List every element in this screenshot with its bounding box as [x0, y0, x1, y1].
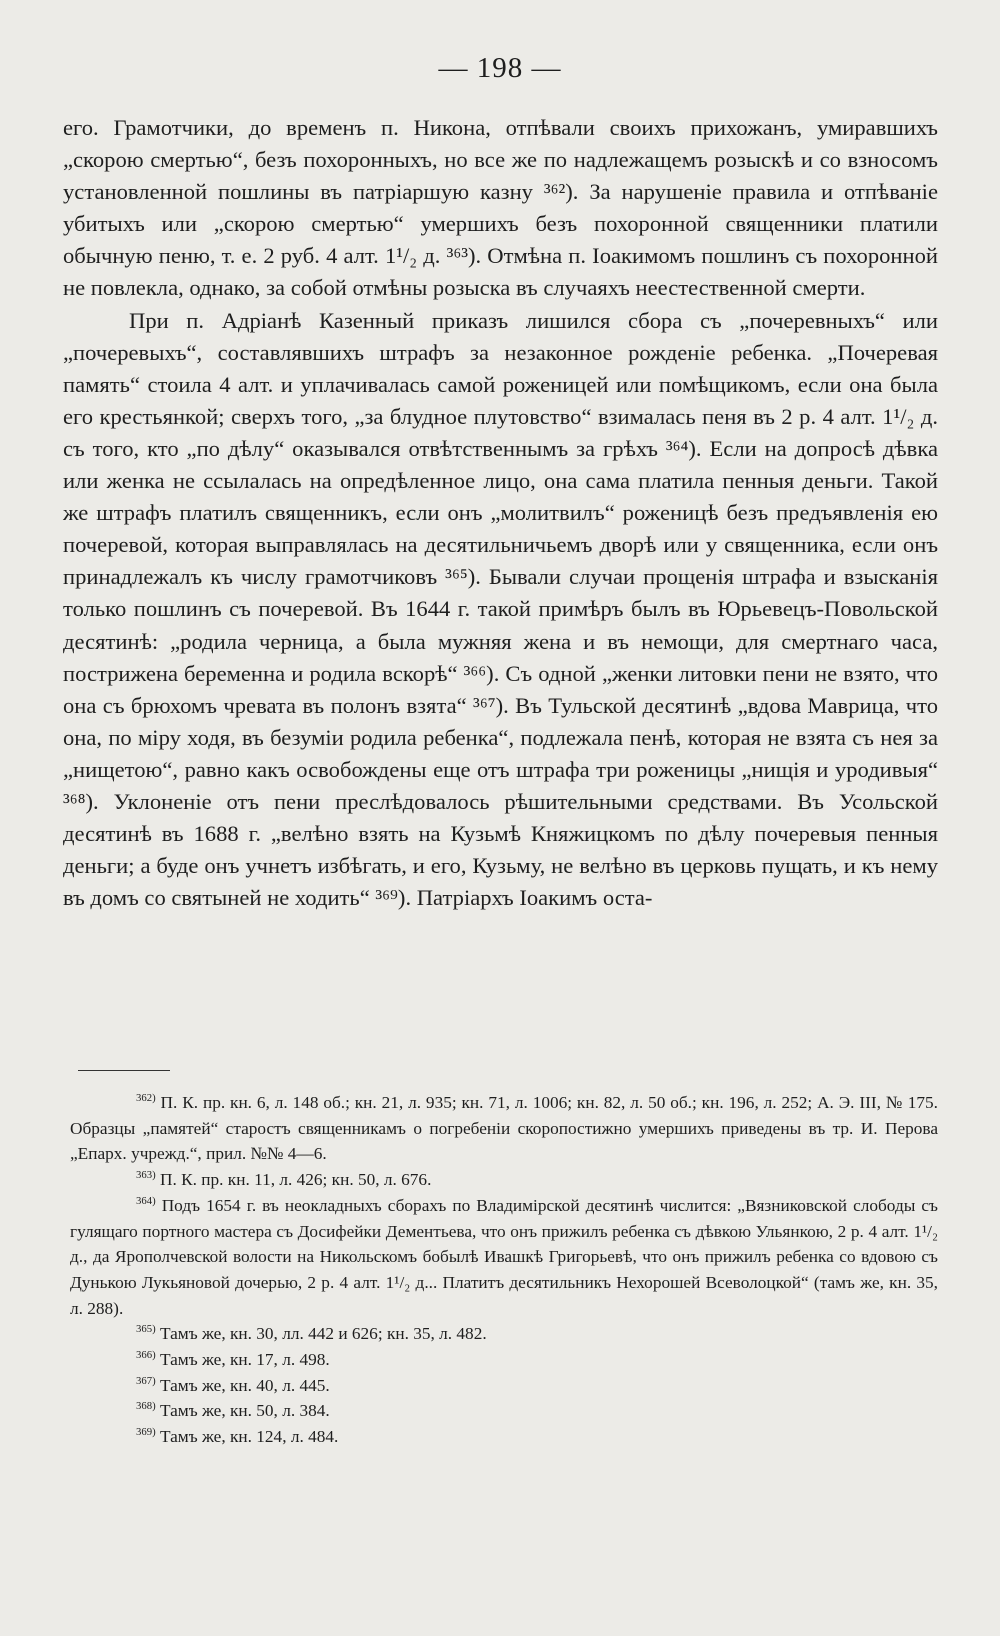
footnote-number: 362)	[136, 1092, 156, 1105]
paragraph-1: его. Грамотчики, до временъ п. Никона, отпѣвали своихъ прихожанъ, умиравшихъ „скорою смертью“, безъ похоронныхъ, но все же по надлежащемъ розыскѣ и со взносомъ установленной пошлины въ патріаршую казну ³⁶²). За нарушеніе правила и отпѣваніе убитыхъ или „скорою смертью“ умершихъ безъ похоронной священники платили обычную пеню, т. е. 2 руб. 4 алт. 1¹/₂ д. ³⁶³). Отмѣна п. Іоакимомъ пошлинъ съ похоронной не повлекла, однако, за собой отмѣны розыска въ случаяхъ неестественной смерти.	[63, 115, 938, 301]
footnote-separator	[78, 1070, 170, 1071]
footnote-362	[70, 1090, 938, 1167]
footnote-365	[70, 1321, 938, 1347]
footnote-366	[70, 1347, 938, 1373]
footnote-369	[70, 1424, 938, 1450]
main-text	[63, 112, 938, 914]
footnote-text: Тамъ же, кн. 40, л. 445.	[159, 1375, 330, 1395]
footnote-text: Тамъ же, кн. 30, лл. 442 и 626; кн. 35, л. 482.	[159, 1324, 487, 1344]
footnote-number: 366)	[136, 1349, 156, 1362]
footnote-number: 365)	[136, 1323, 156, 1336]
footnote-363	[70, 1167, 938, 1193]
footnote-368	[70, 1398, 938, 1424]
footnote-number: 369)	[136, 1426, 156, 1439]
footnote-367	[70, 1373, 938, 1399]
footnote-text: П. К. пр. кн. 11, л. 426; кн. 50, л. 676.	[159, 1170, 432, 1190]
footnote-text: Тамъ же, кн. 50, л. 384.	[159, 1401, 330, 1421]
footnote-text: Подъ 1654 г. въ неокладныхъ сборахъ по Владимірской десятинѣ числится: „Вязниковской слободы съ гулящаго портного мастера съ Досифейки Дементьева, что онъ прижилъ ребенка съ дѣвкою Ульянкою, 2 р. 4 алт. 1¹/₂ д., да Ярополчевской волости на Никольскомъ бобылѣ Ивашкѣ Григорьевѣ, что онъ прижилъ ребенка со вдовою съ Дунькою Лукьяновой дочерью, 2 р. 4 алт. 1¹/₂ д... Платитъ десятильникъ Нехорошей Всеволоцкой“ (тамъ же, кн. 35, л. 288).	[70, 1195, 938, 1318]
footnote-number: 364)	[136, 1195, 156, 1208]
footnote-number: 368)	[136, 1400, 156, 1413]
footnote-number: 363)	[136, 1169, 156, 1182]
footnote-number: 367)	[136, 1374, 156, 1387]
footnote-text: Тамъ же, кн. 124, л. 484.	[159, 1427, 339, 1447]
footnotes	[70, 1090, 938, 1450]
page-number: — 198 —	[438, 52, 562, 84]
footnote-364	[70, 1193, 938, 1322]
paragraph-2: При п. Адріанѣ Казенный приказъ лишился сбора съ „почеревныхъ“ или „почеревыхъ“, составлявшихъ штрафъ за незаконное рожденіе ребенка. „Почеревая память“ стоила 4 алт. и уплачивалась самой роженицей или помѣщикомъ, если она была его крестьянкой; сверхъ того, „за блудное плутовство“ взималась пеня въ 2 р. 4 алт. 1¹/₂ д. съ того, кто „по дѣлу“ оказывался отвѣтственнымъ за грѣхъ ³⁶⁴). Если на допросѣ дѣвка или женка не ссылалась на опредѣленное лицо, она сама платила пенныя деньги. Такой же штрафъ платилъ священникъ, если онъ „молитвилъ“ роженицѣ безъ предъявленія ею почеревой, которая выправлялась на десятильничьемъ дворѣ или у священника, если онъ принадлежалъ къ числу грамотчиковъ ³⁶⁵). Бывали случаи прощенія штрафа и взысканія только пошлинъ съ почеревой. Въ 1644 г. такой примѣръ былъ въ Юрьевецъ-Повольской десятинѣ: „родила черница, а была мужняя жена и въ немощи, для смертнаго часа, пострижена беременна и родила вскорѣ“ ³⁶⁶). Съ одной „женки литовки пени не взято, что она съ брюхомъ чревата въ полонъ взята“ ³⁶⁷). Въ Тульской десятинѣ „вдова Маврица, что она, по міру ходя, въ безуміи родила ребенка“, подлежала пенѣ, которая не взята съ нея за „нищетою“, равно какъ освобождены еще отъ штрафа три роженицы „нищія и уродивыя“ ³⁶⁸). Уклоненіе отъ пени преслѣдовалось рѣшительными средствами. Въ Усольской десятинѣ въ 1688 г. „велѣно взять на Кузьмѣ Княжицкомъ по дѣлу почеревыя пенныя деньги; а буде онъ учнетъ избѣгать, и его, Кузьму, не велѣно въ церковь пущать, и къ нему въ домъ со святыней не ходить“ ³⁶⁹). Патріархъ Іоакимъ оста-	[63, 307, 938, 911]
footnote-text: Тамъ же, кн. 17, л. 498.	[159, 1350, 330, 1370]
footnote-text: П. К. пр. кн. 6, л. 148 об.; кн. 21, л. 935; кн. 71, л. 1006; кн. 82, л. 50 об.; кн. 196, л. 252; А. Э. III, № 175. Образцы „памятей“ старостъ священникамъ о погребеніи скоропостижно умершихъ приведены въ тр. И. Перова „Епарх. учрежд.“, прил. №№ 4—6.	[70, 1093, 938, 1164]
